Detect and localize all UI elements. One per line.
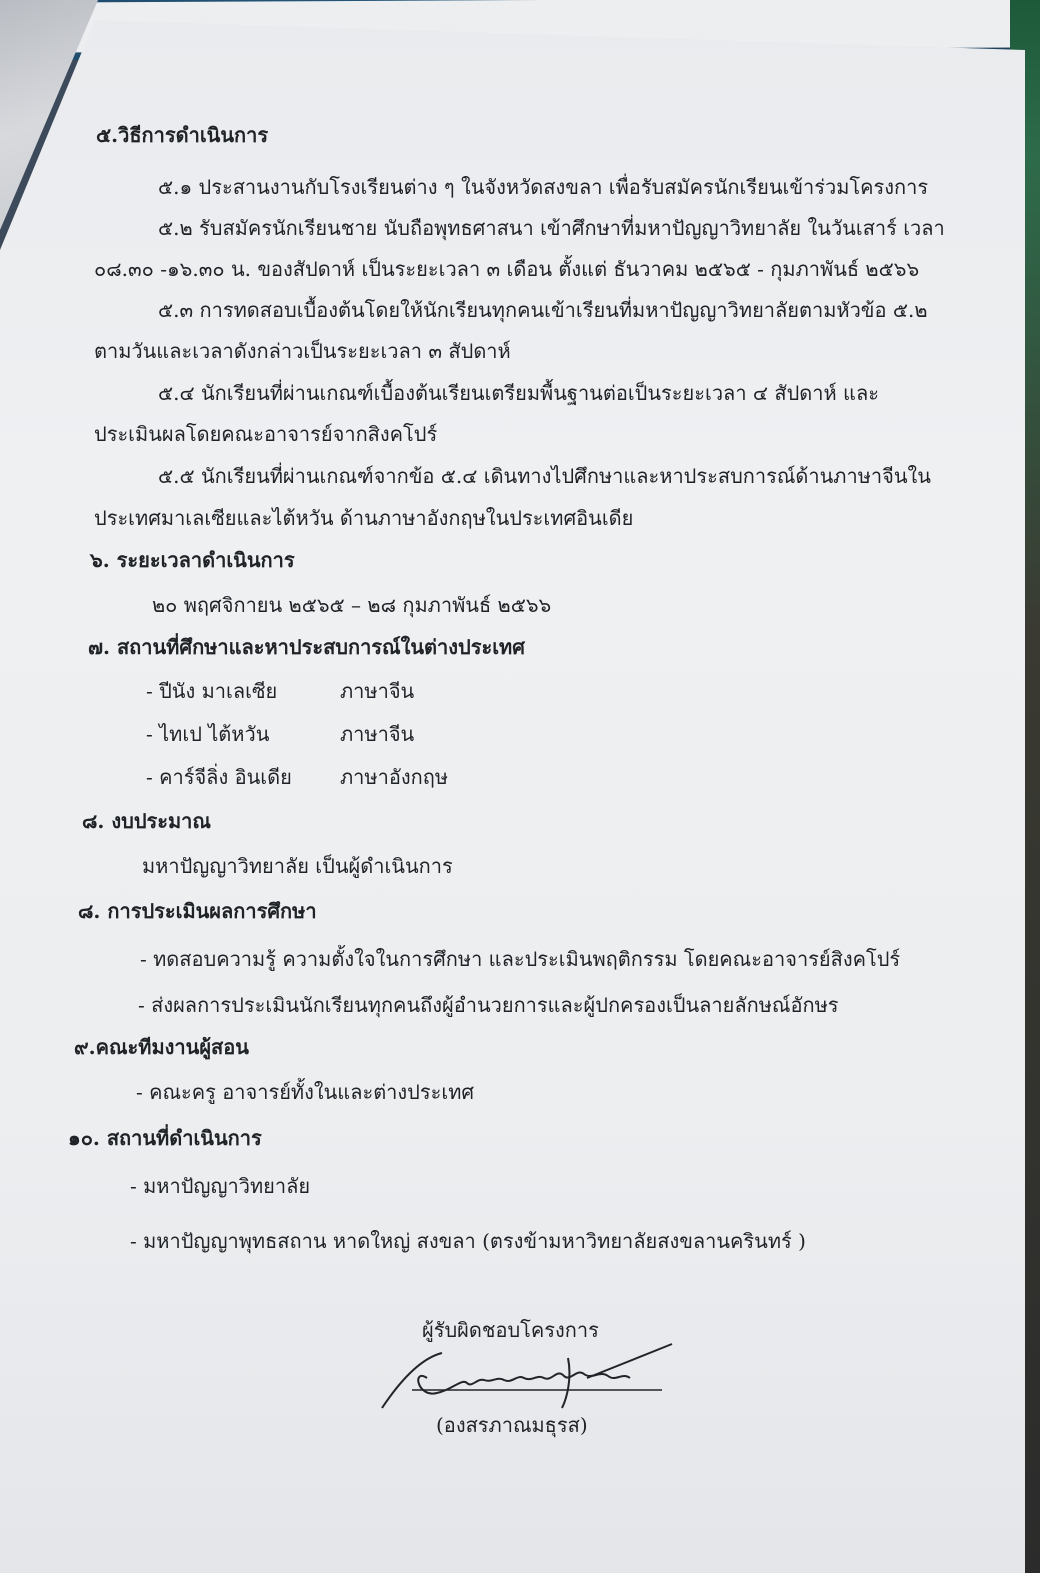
section-5-5-line2: ประเทศมาเลเซียและไต้หวัน ด้านภาษาอังกฤษในประเทศอินเดีย	[94, 506, 634, 530]
section-9-heading: ๙.คณะทีมงานผู้สอน	[74, 1035, 249, 1059]
section-8-text: มหาปัญญาวิทยาลัย เป็นผู้ดำเนินการ	[142, 854, 453, 878]
section-5-heading: ๕.วิธีการดำเนินการ	[96, 123, 269, 147]
handwritten-signature	[372, 1338, 682, 1418]
section-5-3-line1: ๕.๓ การทดสอบเบื้องต้นโดยให้นักเรียนทุกคนเข้าเรียนที่มหาปัญญาวิทยาลัยตามหัวข้อ ๕.๒	[158, 298, 928, 322]
section-5-1: ๕.๑ ประสานงานกับโรงเรียนต่าง ๆ ในจังหวัดสงขลา เพื่อรับสมัครนักเรียนเข้าร่วมโครงการ	[158, 175, 929, 199]
language-india: ภาษาอังกฤษ	[340, 765, 449, 789]
location-penang: - ปีนัง มาเลเซีย	[146, 679, 278, 703]
section-6-heading: ๖. ระยะเวลาดำเนินการ	[90, 548, 295, 572]
language-taipei: ภาษาจีน	[340, 722, 415, 746]
signature-title: ผู้รับผิดชอบโครงการ	[422, 1318, 599, 1342]
signature-name: (องสรภาณมธุรส)	[436, 1413, 588, 1437]
section-7-heading: ๗. สถานที่ศึกษาและหาประสบการณ์ในต่างประเทศ	[88, 635, 525, 659]
section-10-item-2: - มหาปัญญาพุทธสถาน หาดใหญ่ สงขลา (ตรงข้ามหาวิทยาลัยสงขลานครินทร์ )	[130, 1229, 806, 1253]
section-evaluation-heading: ๘. การประเมินผลการศึกษา	[78, 899, 317, 923]
section-8-heading: ๘. งบประมาณ	[82, 809, 211, 833]
language-penang: ภาษาจีน	[340, 679, 415, 703]
section-5-5-line1: ๕.๕ นักเรียนที่ผ่านเกณฑ์จากข้อ ๕.๔ เดินทางไปศึกษาและหาประสบการณ์ด้านภาษาจีนใน	[158, 464, 931, 488]
section-10-item-1: - มหาปัญญาวิทยาลัย	[130, 1174, 311, 1198]
section-5-2-line2: ๐๘.๓๐ -๑๖.๓๐ น. ของสัปดาห์ เป็นระยะเวลา ๓ เดือน ตั้งแต่ ธันวาคม ๒๕๖๕ - กุมภาพันธ์ ๒๕๖๖	[94, 257, 920, 281]
section-9-item: - คณะครู อาจารย์ทั้งในและต่างประเทศ	[136, 1080, 475, 1104]
location-india: - คาร์จีลิ่ง อินเดีย	[146, 765, 292, 789]
section-5-2-line1: ๕.๒ รับสมัครนักเรียนชาย นับถือพุทธศาสนา เข้าศึกษาที่มหาปัญญาวิทยาลัย ในวันเสาร์ เวลา	[158, 216, 945, 240]
section-5-4-line1: ๕.๔ นักเรียนที่ผ่านเกณฑ์เบื้องต้นเรียนเตรียมพื้นฐานต่อเป็นระยะเวลา ๔ สัปดาห์ และ	[158, 381, 879, 405]
location-taipei: - ไทเป ไต้หวัน	[146, 722, 270, 746]
evaluation-item-2: - ส่งผลการประเมินนักเรียนทุกคนถึงผู้อำนวยการและผู้ปกครองเป็นลายลักษณ์อักษร	[138, 993, 839, 1017]
section-6-text: ๒๐ พฤศจิกายน ๒๕๖๕ – ๒๘ กุมภาพันธ์ ๒๕๖๖	[152, 593, 552, 617]
section-5-4-line2: ประเมินผลโดยคณะอาจารย์จากสิงคโปร์	[94, 422, 438, 446]
section-5-3-line2: ตามวันและเวลาดังกล่าวเป็นระยะเวลา ๓ สัปดาห์	[94, 339, 511, 363]
section-10-heading: ๑๐. สถานที่ดำเนินการ	[68, 1126, 262, 1150]
evaluation-item-1: - ทดสอบความรู้ ความตั้งใจในการศึกษา และประเมินพฤติกรรม โดยคณะอาจารย์สิงคโปร์	[140, 947, 901, 971]
